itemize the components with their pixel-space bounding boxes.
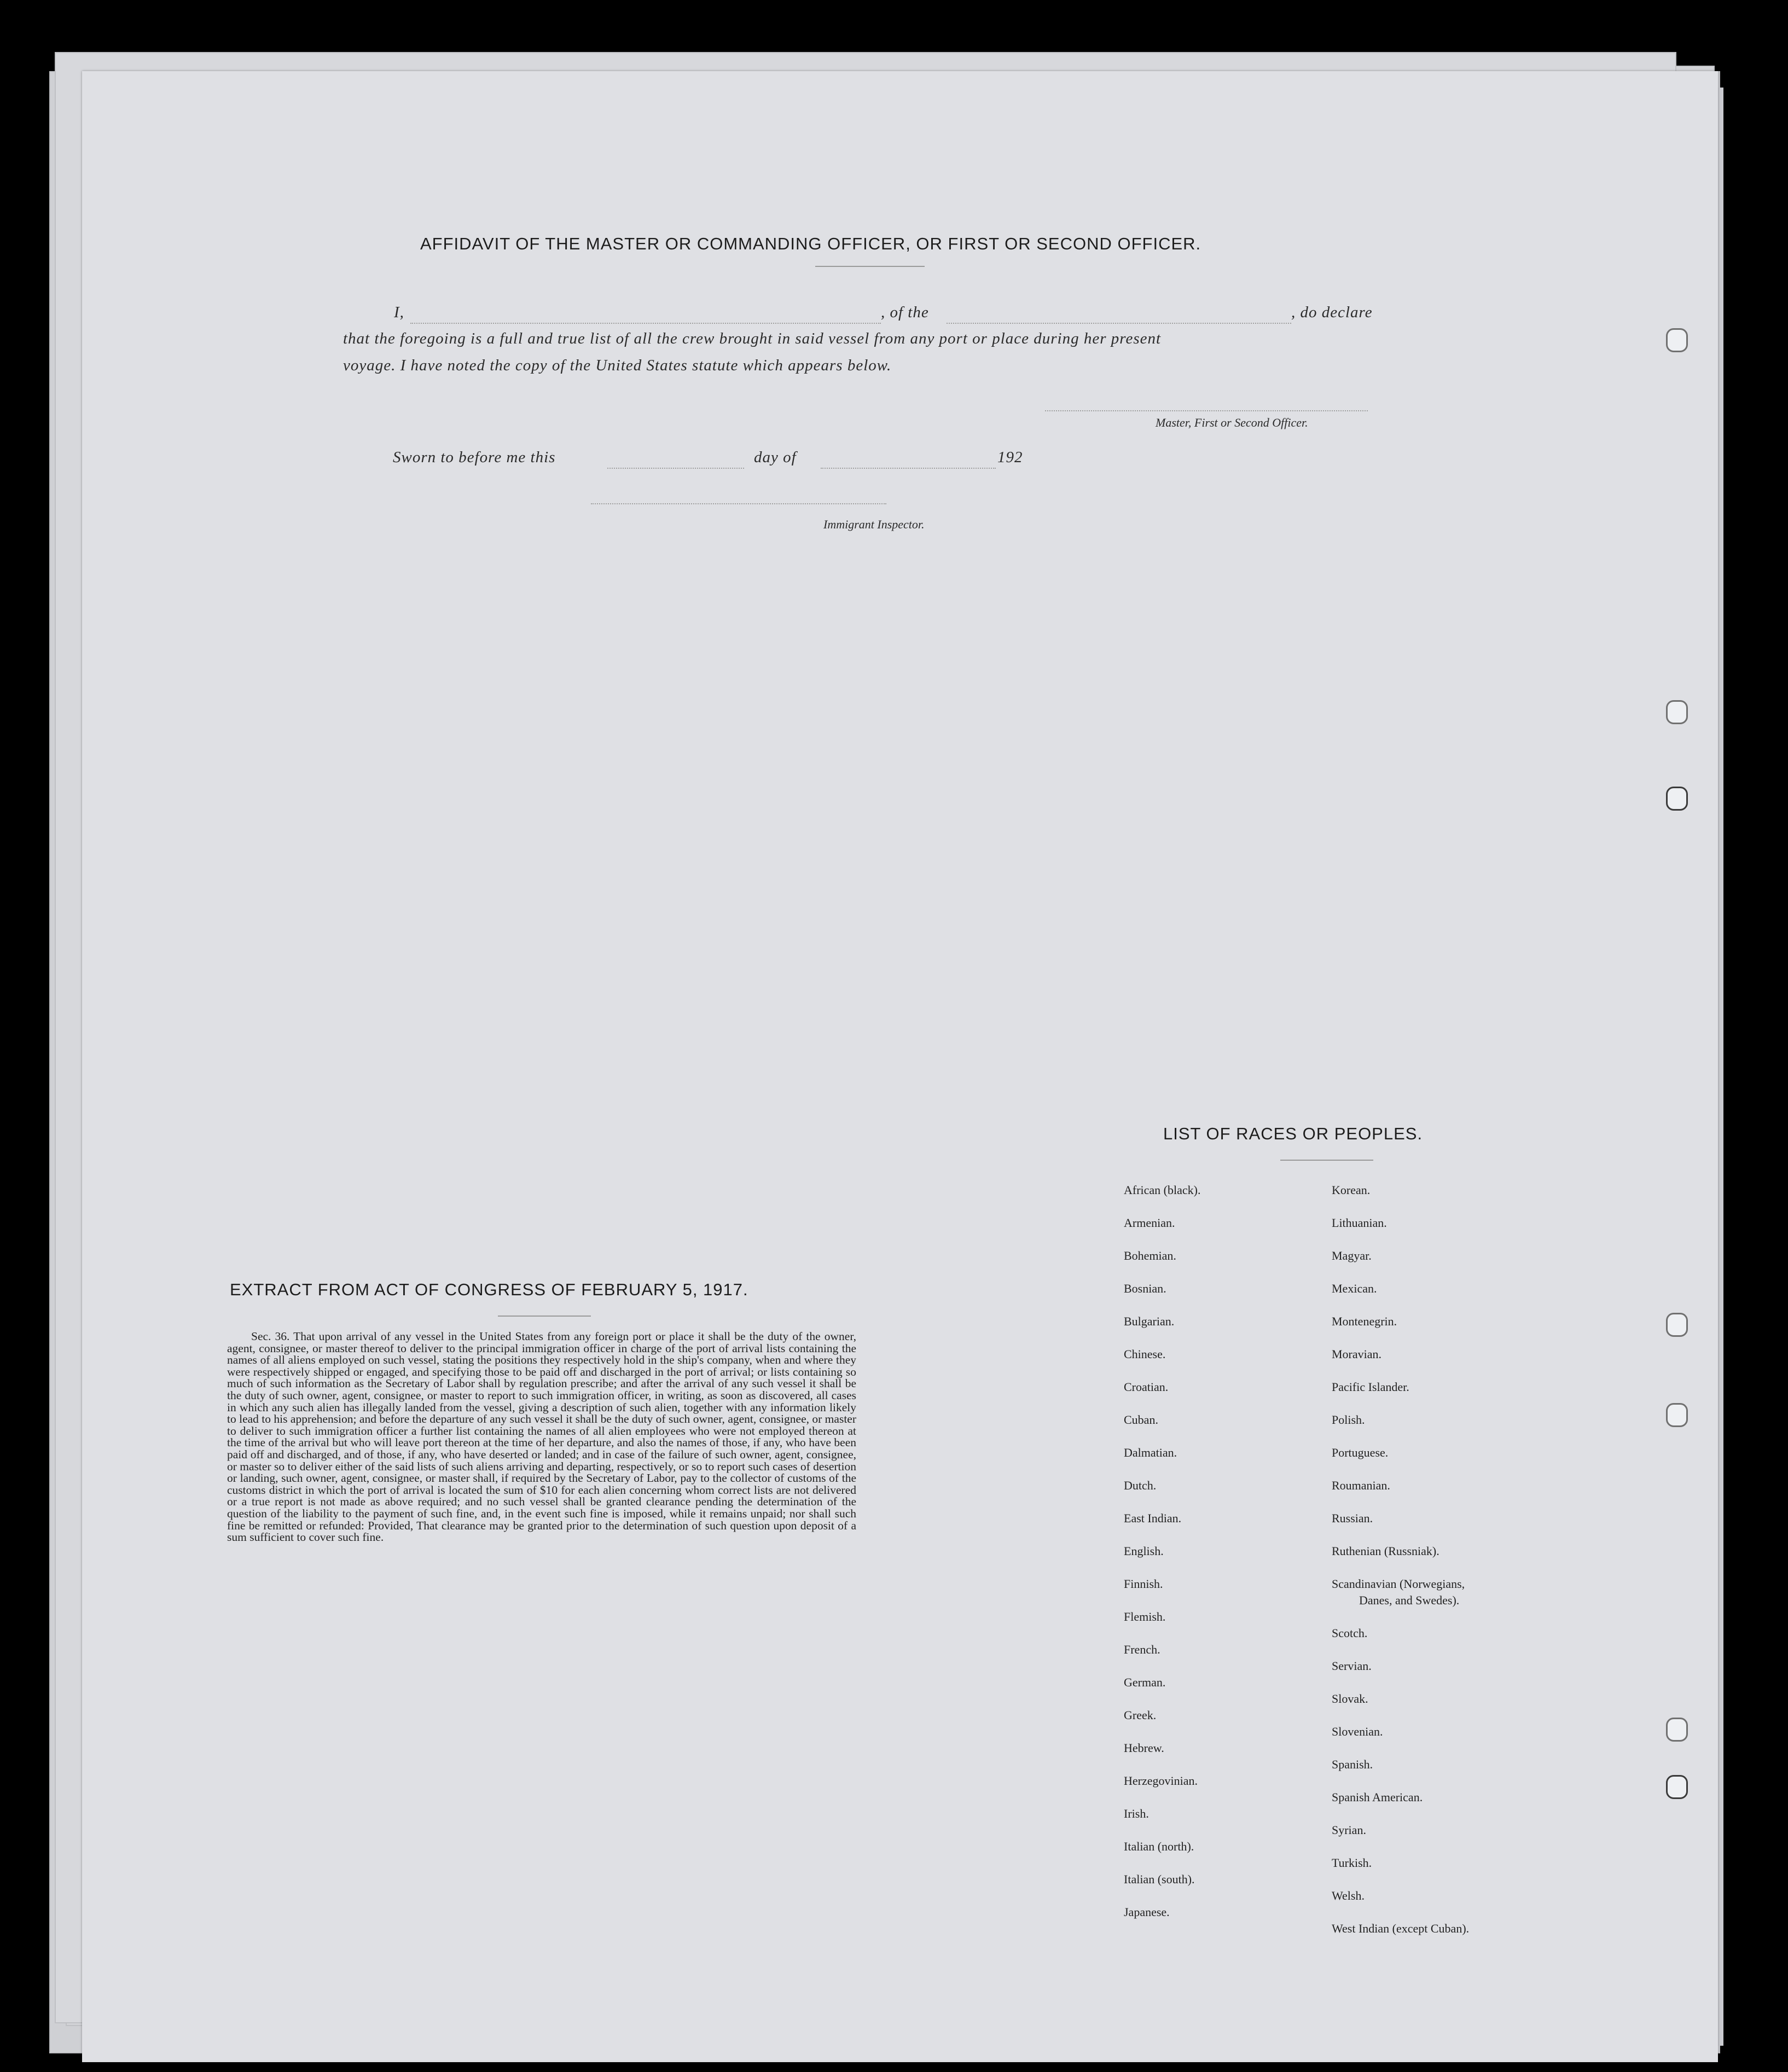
punch-hole: [1666, 328, 1688, 352]
affidavit-title: AFFIDAVIT OF THE MASTER OR COMMANDING OFFICER, OR FIRST OR SECOND OFFICER.: [420, 234, 1201, 253]
race-item: Herzegovinian.: [1124, 1774, 1198, 1788]
race-item: Montenegrin.: [1332, 1314, 1397, 1328]
race-item: Portuguese.: [1332, 1446, 1389, 1459]
race-item: Welsh.: [1332, 1889, 1365, 1902]
race-item: Spanish American.: [1332, 1790, 1423, 1804]
punch-hole: [1666, 1775, 1688, 1799]
race-item: Mexican.: [1332, 1282, 1377, 1295]
race-item: Hebrew.: [1124, 1741, 1164, 1755]
document-page: [82, 71, 1718, 2062]
inspector-label: Immigrant Inspector.: [823, 517, 925, 531]
punch-hole: [1666, 1313, 1688, 1337]
race-item: German.: [1124, 1675, 1166, 1689]
race-item: Spanish.: [1332, 1757, 1373, 1771]
race-item: Moravian.: [1332, 1347, 1382, 1361]
affidavit-declare-label: , do declare: [1291, 304, 1373, 321]
race-item: West Indian (except Cuban).: [1332, 1922, 1470, 1935]
race-item: English.: [1124, 1544, 1164, 1558]
race-item: Syrian.: [1332, 1823, 1366, 1837]
race-item: Servian.: [1332, 1659, 1372, 1673]
extract-body: [227, 1331, 856, 1544]
sworn-month-field[interactable]: [821, 468, 996, 469]
race-item: Cuban.: [1124, 1413, 1158, 1427]
race-item: Japanese.: [1124, 1905, 1170, 1919]
punch-hole: [1666, 787, 1688, 811]
race-item: Lithuanian.: [1332, 1216, 1387, 1230]
race-item: East Indian.: [1124, 1511, 1182, 1525]
race-item: Chinese.: [1124, 1347, 1166, 1361]
race-item: Polish.: [1332, 1413, 1365, 1427]
affidavit-line-2: that the foregoing is a full and true list of all the crew brought in said vessel from any port or place during her present: [343, 330, 1162, 347]
officer-signature-field[interactable]: [1045, 410, 1368, 411]
year-label: 192: [997, 449, 1023, 466]
race-item: Irish.: [1124, 1807, 1149, 1820]
sworn-day-field[interactable]: [607, 468, 744, 469]
race-item: Russian.: [1332, 1511, 1373, 1525]
extract-title: EXTRACT FROM ACT OF CONGRESS OF FEBRUARY 5, 1917.: [230, 1280, 748, 1299]
races-title: LIST OF RACES OR PEOPLES.: [1163, 1124, 1423, 1143]
divider: [815, 266, 925, 267]
race-item: Slovenian.: [1332, 1725, 1383, 1738]
race-item: Dutch.: [1124, 1479, 1157, 1492]
signature-label: Master, First or Second Officer.: [1156, 416, 1308, 429]
race-item: French.: [1124, 1643, 1160, 1656]
race-item: Italian (south).: [1124, 1872, 1195, 1886]
race-item: Ruthenian (Russniak).: [1332, 1544, 1439, 1558]
race-item: Bosnian.: [1124, 1282, 1166, 1295]
race-item: Armenian.: [1124, 1216, 1175, 1230]
race-item: Italian (north).: [1124, 1840, 1194, 1853]
race-item: Flemish.: [1124, 1610, 1166, 1623]
affidavit-line-3: voyage. I have noted the copy of the United States statute which appears below.: [343, 357, 892, 374]
race-item: Bulgarian.: [1124, 1314, 1175, 1328]
officer-name-field[interactable]: [410, 323, 881, 324]
race-item: Slovak.: [1332, 1692, 1368, 1706]
race-item: Greek.: [1124, 1708, 1157, 1722]
vessel-name-field[interactable]: [947, 323, 1291, 324]
divider: [1280, 1160, 1373, 1161]
sworn-label: Sworn to before me this: [393, 449, 556, 466]
race-item: Danes, and Swedes).: [1359, 1593, 1460, 1607]
punch-hole: [1666, 700, 1688, 724]
race-item: Korean.: [1332, 1183, 1371, 1197]
race-item: Scotch.: [1332, 1626, 1368, 1640]
race-item: Magyar.: [1332, 1249, 1372, 1262]
race-item: Pacific Islander.: [1332, 1380, 1409, 1394]
race-item: Turkish.: [1332, 1856, 1372, 1870]
affidavit-of-the-label: , of the: [881, 304, 929, 321]
inspector-signature-field[interactable]: [591, 503, 886, 504]
race-item: Roumanian.: [1332, 1479, 1390, 1492]
race-item: Scandinavian (Norwegians,: [1332, 1577, 1465, 1591]
race-item: Croatian.: [1124, 1380, 1169, 1394]
punch-hole: [1666, 1403, 1688, 1427]
race-item: Bohemian.: [1124, 1249, 1176, 1262]
divider: [498, 1316, 591, 1317]
race-item: Finnish.: [1124, 1577, 1163, 1591]
day-of-label: day of: [754, 449, 797, 466]
extract-paragraph: Sec. 36. That upon arrival of any vessel in the United States from any foreign port or place it shall be the duty of the owner, agent, consignee, or master thereof to deliver to the principal immigration officer in charge of the port of arrival lists containing the names of all aliens employed on such vessel, stating the positions they respectively hold in the ship's company, when and where they were respectively shipped or engaged, and specifying those to be paid off and discharged in the port of arrival; or lists containing so much of such information as the Secretary of Labor shall by regulation prescribe; and after the arrival of any such vessel it shall be the duty of such owner, agent, consignee, or master to report to such immigration officer, in writing, as soon as discovered, all cases in which any such alien has illegally landed from the vessel, giving a description of such alien, together with any information likely to lead to his apprehension; and before the departure of any such vessel it shall be the duty of such owner, agent, consignee, or master to deliver to such immigration officer a further list containing the names of all alien employees who were not employed thereon at the time of the arrival but who will leave port thereon at the time of her departure, and also the names of those, if any, who have been paid off and discharged, and of those, if any, who have deserted or landed; and in case of the failure of such owner, agent, consignee, or master so to deliver either of the said lists of such aliens arriving and departing, respectively, or so to report such cases of desertion or landing, such owner, agent, consignee, or master shall, if required by the Secretary of Labor, pay to the collector of customs of the customs district in which the port of arrival is located the sum of $10 for each alien concerning whom correct lists are not delivered or a true report is not made as above required; and no such vessel shall be granted clearance pending the determination of the question of the liability to the payment of such fine, and, in the event such fine is imposed, while it remains unpaid; nor shall such fine be remitted or refunded: Provided, That clearance may be granted prior to the determination of such question upon deposit of a sum sufficient to cover such fine.: [227, 1330, 856, 1544]
race-item: African (black).: [1124, 1183, 1201, 1197]
race-item: Dalmatian.: [1124, 1446, 1177, 1459]
punch-hole: [1666, 1718, 1688, 1742]
affidavit-i-label: I,: [394, 304, 404, 321]
